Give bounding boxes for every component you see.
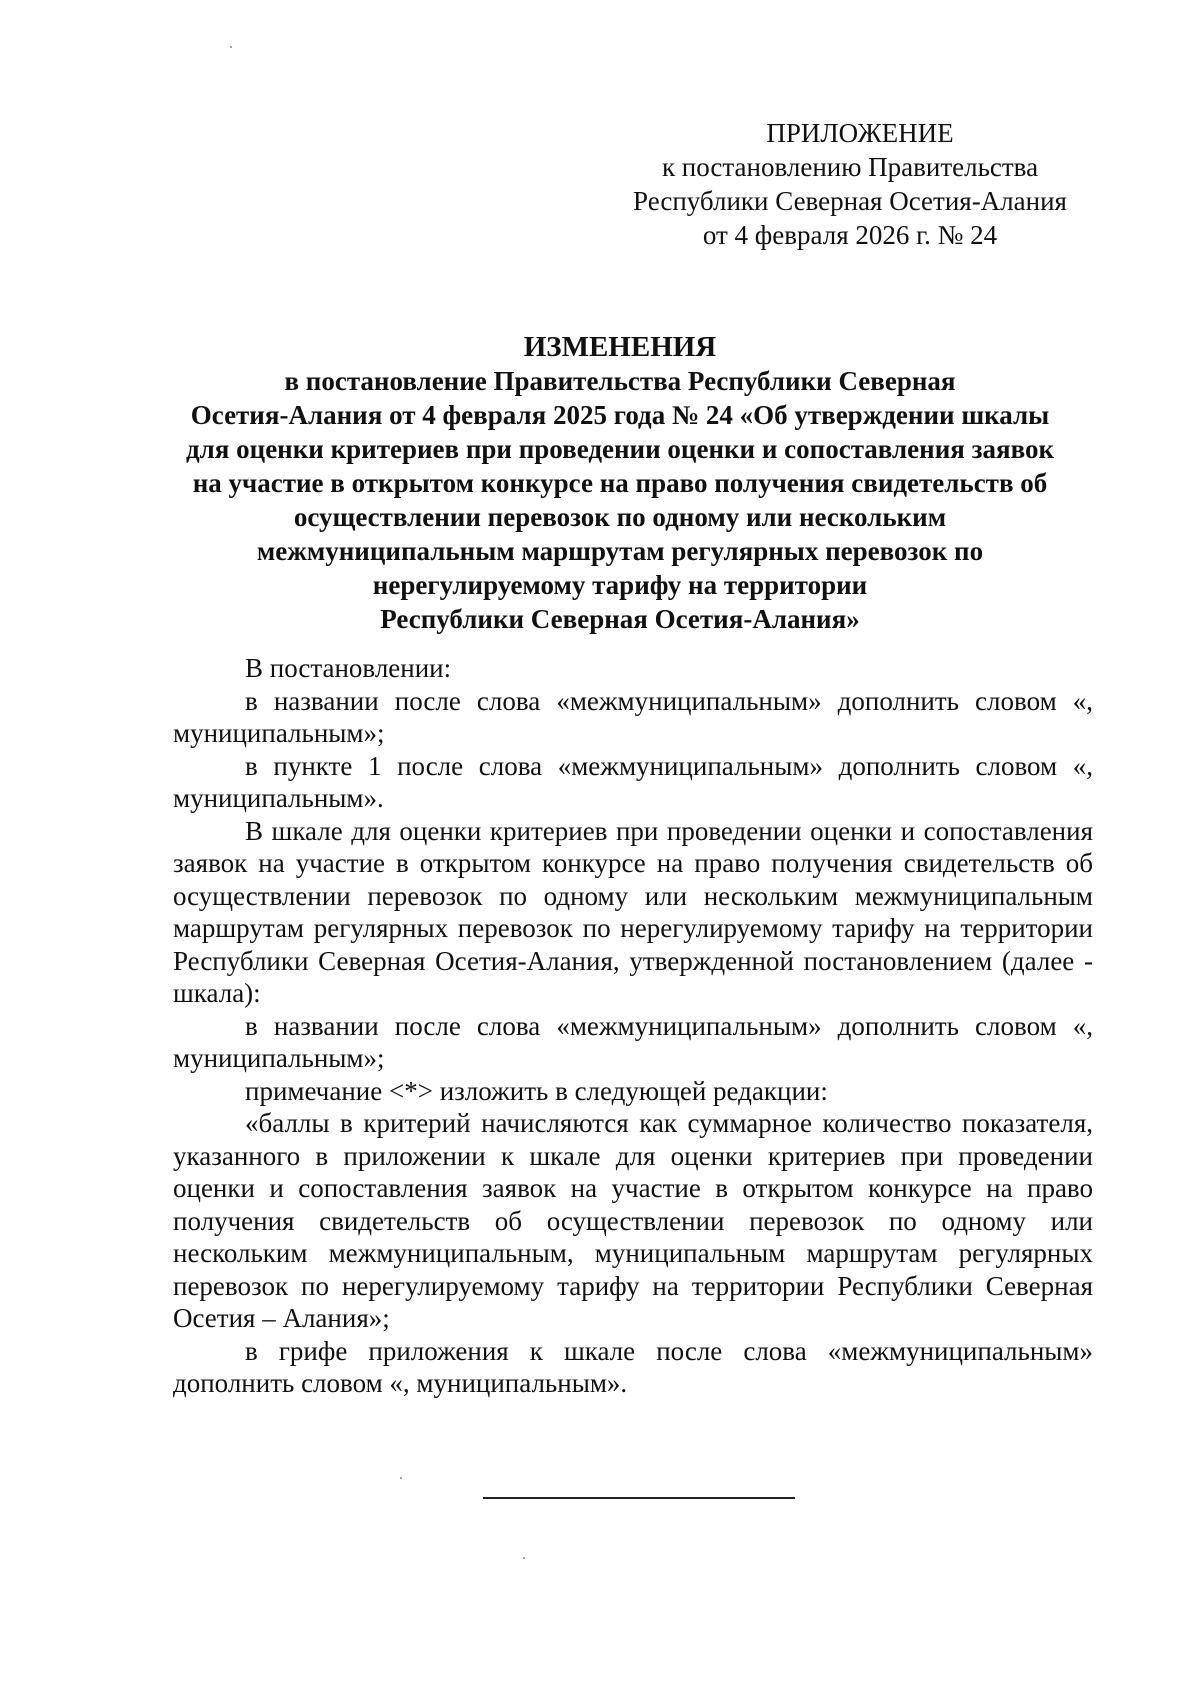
appendix-heading: ПРИЛОЖЕНИЕ	[766, 118, 954, 148]
appendix-line-1: к постановлению Правительства	[661, 152, 1039, 182]
title-line: для оценки критериев при проведении оценки и сопоставления заявок	[185, 434, 1055, 464]
title-line: Осетия-Алания от 4 февраля 2025 года № 24 «Об утверждении шкалы	[190, 400, 1050, 430]
body-paragraph-scale-intro: В шкале для оценки критериев при проведении оценки и сопоставления заявок на участие в открытом конкурсе на право получения свидетельств об осуществлении перевозок по одному или нескольким межмуниципальным маршрутам регулярных перевозок по нерегулируемому тарифу на территории Республики Северная Осетия-Алания, утвержденной постановлением (далее - шкала):	[173, 815, 1093, 1008]
title-line: Республики Северная Осетия-Алания»	[380, 604, 860, 634]
appendix-line-2: Республики Северная Осетия-Алания	[633, 186, 1067, 216]
body-paragraph-scale-title-amendment: в названии после слова «межмуниципальным» дополнить словом «, муниципальным»;	[173, 1010, 1093, 1073]
title-line: нерегулируемому тарифу на территории	[372, 570, 868, 600]
scan-speck	[523, 1557, 525, 1559]
title-line: межмуниципальным маршрутам регулярных перевозок по	[256, 536, 984, 566]
title-line: осуществлении перевозок по одному или нескольким	[293, 502, 947, 532]
title-main: ИЗМЕНЕНИЯ	[523, 331, 717, 363]
title-line: на участие в открытом конкурсе на право получения свидетельств об	[192, 468, 1048, 498]
scan-speck	[400, 1477, 402, 1479]
appendix-line-3: от 4 февраля 2026 г. № 24	[702, 220, 998, 250]
document-body	[173, 652, 1093, 1400]
document-title	[160, 330, 1080, 636]
scan-speck	[230, 46, 232, 48]
appendix-block	[560, 116, 1140, 252]
body-paragraph-intro: В постановлении:	[245, 653, 452, 683]
body-paragraph-item-1-amendment: в пункте 1 после слова «межмуниципальным» дополнить словом «, муниципальным».	[173, 750, 1093, 813]
body-paragraph-note-text: «баллы в критерий начисляются как суммарное количество показателя, указанного в приложении к шкале для оценки критериев при проведении оценки и сопоставления заявок на участие в открытом конкурсе на право получения свидетельств об осуществлении перевозок по одному или нескольким межмуниципальным, муниципальным маршрутам регулярных перевозок по нерегулируемому тарифу на территории Республики Северная Осетия – Алания»;	[173, 1108, 1093, 1333]
title-line: в постановление Правительства Республики Северная	[284, 366, 956, 396]
body-paragraph-title-amendment: в названии после слова «межмуниципальным» дополнить словом «, муниципальным»;	[173, 685, 1093, 748]
closing-separator-line	[483, 1497, 795, 1499]
body-paragraph-appendix-amendment: в грифе приложения к шкале после слова «межмуниципальным» дополнить словом «, муниципальным».	[173, 1335, 1093, 1398]
body-paragraph-note-intro: примечание <*> изложить в следующей редакции:	[245, 1075, 828, 1106]
